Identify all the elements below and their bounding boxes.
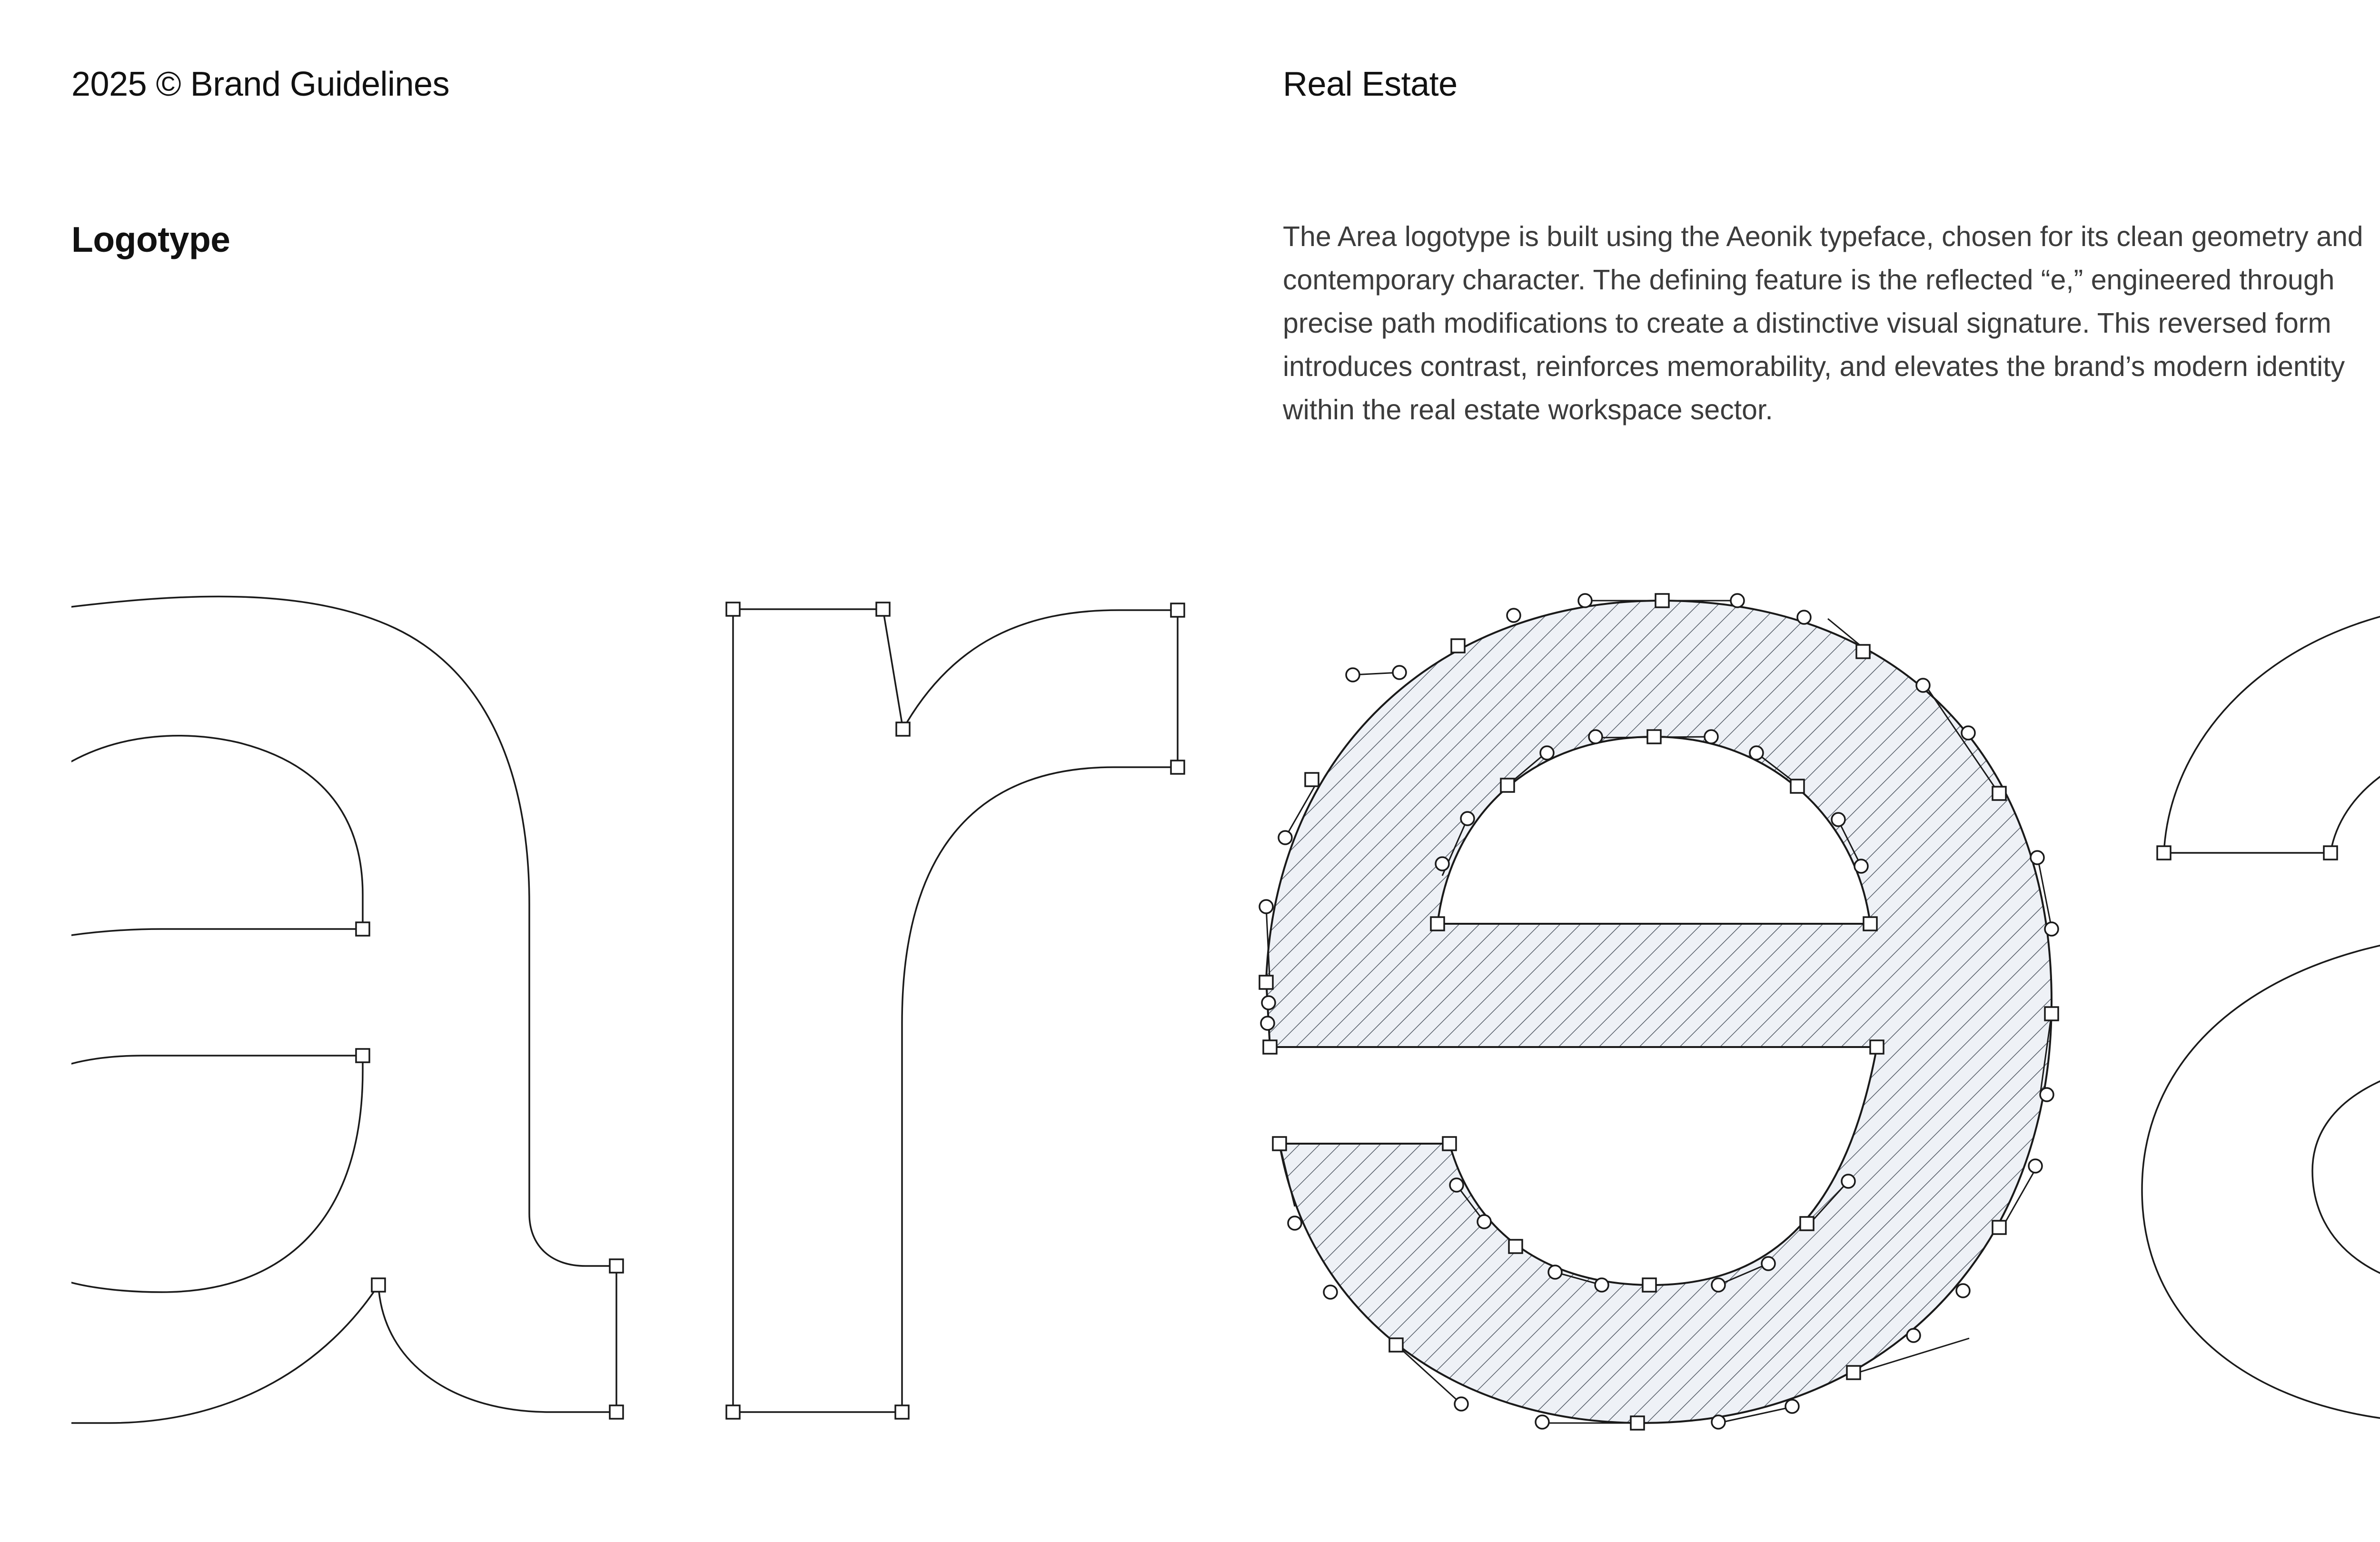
- letter-r: [726, 603, 1184, 1419]
- header-left-text: 2025 © Brand Guidelines: [71, 65, 450, 103]
- section-description: The Area logotype is built using the Aeonik typeface, chosen for its clean geometry and contemporary character. The defining feature is the reflected “e,” engineered through precise path modifications to create a distinctive visual signature. This reversed form introduces contrast, reinforces memorability, and elevates the brand’s modern identity within the real estate workspace sector.: [1283, 221, 2363, 425]
- letter-e-reflected: [1259, 594, 2058, 1430]
- letter-r-anchors: [726, 603, 1184, 1419]
- header-center-text: Real Estate: [1283, 65, 1458, 103]
- section-title: Logotype: [71, 219, 230, 259]
- letter-a-left: [71, 596, 623, 1423]
- letter-a-right: [2142, 601, 2380, 1423]
- letter-a-left-anchors: [356, 922, 623, 1419]
